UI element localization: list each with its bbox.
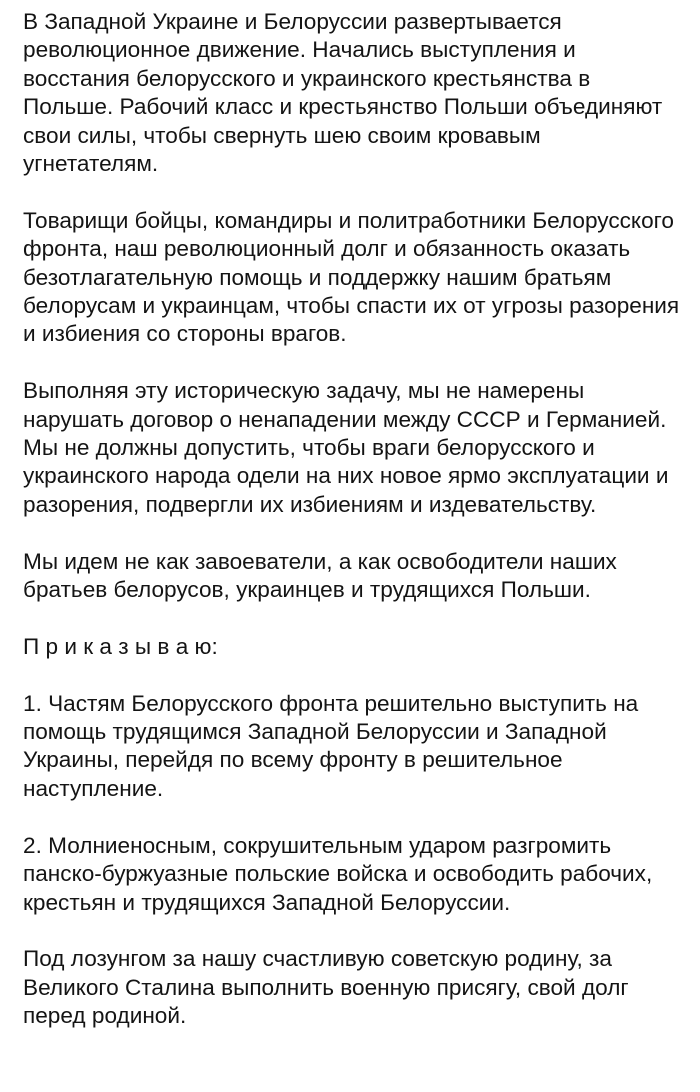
paragraph-historical-task: Выполняя эту историческую задачу, мы не намерены нарушать договор о ненападении между СССР и Германией. Мы не должны допустить, чтобы враги белорусского и украинского народа одели на них новое ярмо эксплуатации и разорения, подвергли их избиениям и издевательству. — [23, 378, 669, 517]
order-item-2: 2. Молниеносным, сокрушительным ударом разгромить панско-буржуазные польские войска и освободить рабочих, крестьян и трудящихся Западной Белоруссии. — [23, 832, 653, 915]
paragraph-revolutionary-movement: В Западной Украине и Белоруссии развертывается революционное движение. Начались выступления и восстания белорусского и украинского крестьянства в Польше. Рабочий класс и крестьянство Польши объединяют свои силы, чтобы свернуть шею своим кровавым угнетателям. — [23, 9, 663, 177]
order-item-1: 1. Частям Белорусского фронта решительно выступить на помощь трудящимся Западной Белоруссии и Западной Украины, перейдя по всему фронту в решительное наступление. — [23, 690, 639, 801]
paragraph-comrades-duty: Товарищи бойцы, командиры и политработники Белорусского фронта, наш революционный долг и обязанность оказать безотлагательную помощь и поддержку нашим братьям белорусам и украинцам, чтобы спасти их от угрозы разорения и избиения со стороны врагов. — [23, 207, 680, 347]
order-heading: П р и к а з ы в а ю: — [23, 633, 218, 659]
closing-paragraph: Под лозунгом за нашу счастливую советскую родину, за Великого Сталина выполнить военную присягу, свой долг перед родиной. — [23, 946, 629, 1029]
paragraph-liberators: Мы идем не как завоеватели, а как освободители наших братьев белорусов, украинцев и трудящихся Польши. — [23, 548, 617, 603]
